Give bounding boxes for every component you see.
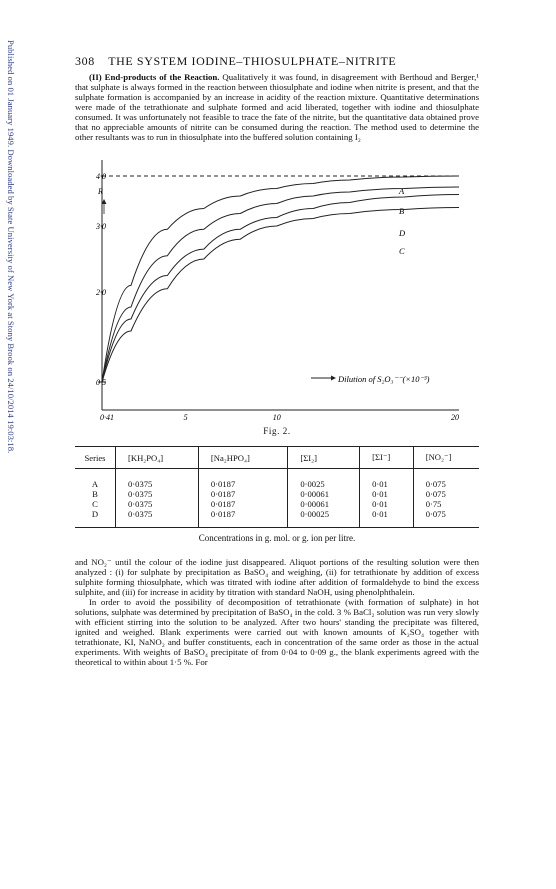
- table-cell: 0·075: [413, 489, 479, 499]
- figure-caption: Fig. 2.: [263, 426, 291, 436]
- running-header: [75, 54, 479, 72]
- table-cell: 0·0187: [198, 489, 287, 499]
- figure-2: [75, 146, 479, 426]
- series-label-D: D: [399, 228, 406, 238]
- download-watermark-text: Published on 01 January 1949. Downloaded by State University of New York at Stony Brook on 24/10/2014 19:03:18.: [6, 40, 16, 454]
- table-cell: 0·075: [413, 509, 479, 528]
- table-header-row: [75, 447, 479, 469]
- table-cell: 0·0375: [116, 509, 199, 528]
- table-cell: D: [75, 509, 116, 528]
- x-tick-label: 5: [183, 413, 188, 422]
- table-cell: 0·00061: [288, 489, 360, 499]
- table-header-4: [ΣI⁻]: [360, 447, 414, 469]
- series-line-C: [102, 208, 459, 383]
- table-cell: 0·01: [360, 509, 414, 528]
- table-cell: 0·75: [413, 499, 479, 509]
- body-paragraph-1: [75, 557, 479, 597]
- table-note: Concentrations in g. mol. or g. ion per litre.: [198, 533, 356, 543]
- x-axis-arrowhead: [331, 376, 336, 381]
- body-paragraph-1-text: and NO₂⁻ until the colour of the iodine just disappeared. Aliquot portions of the resulting solution were then analyzed : (i) for sulphate by precipitation as BaSO₄ and weighing, (ii) for tetrathionate by addition of excess sulphite forming thiosulphate, which was titrated with iodine after addition of formaldehyde to bind the excess sulphite, and (iii) for increase in acidity by titration with standard NaOH, using phenolphthalein.: [75, 557, 479, 597]
- table-cell: B: [92, 489, 98, 499]
- table-cell: 0·0187: [198, 469, 287, 490]
- table-header-1: [KH₂PO₄]: [116, 447, 199, 469]
- body-paragraph-2: [75, 597, 479, 667]
- table-cell: 0·01: [360, 469, 414, 490]
- table-cell: 0·01: [360, 489, 414, 499]
- table-cell: 0·0375: [116, 469, 199, 490]
- table-row: [75, 509, 479, 528]
- x-tick-label: 10: [272, 413, 281, 422]
- series-line-A: [102, 176, 459, 382]
- table-cell: 0·0375: [116, 499, 199, 509]
- y-tick-label: 2·0: [96, 288, 106, 297]
- table-cell: 0·0187: [198, 499, 287, 509]
- table-cell: 0·0375: [116, 489, 199, 499]
- table-row: [75, 469, 479, 490]
- table-cell: 0·00061: [288, 499, 360, 509]
- page-number: 308: [75, 54, 95, 68]
- table-cell: 0·00025: [288, 509, 360, 528]
- table-cell: 0·01: [360, 499, 414, 509]
- section-title: (II) End-products of the Reaction.: [89, 72, 220, 82]
- section-text: Qualitatively it was found, in disagreement with Berthoud and Berger,¹ that sulphate is always formed in the reaction between thiosulphate and iodine when nitrite is present, and that the sulphate formation is accompanied by an increase in acidity of the reaction mixture. Quantitative determinations were made of the tetrathionate and sulphate formed and acid liberated, together with iodine and thiosulphate consumed. It was unfortunately not feasible to trace the fate of the nitrite, but the quantitative data obtained prove that no appreciable amounts of nitrite can be consumed during the reaction. The method used to determine the other resultants was to run in thiosulphate into the buffered solution containing I₂: [75, 72, 479, 142]
- y-tick-label: 3·0: [96, 222, 106, 231]
- table-header-2: [Na₂HPO₄]: [198, 447, 287, 469]
- y-axis-label: R: [98, 187, 103, 196]
- download-watermark: [4, 40, 18, 620]
- series-label-C: C: [399, 246, 405, 256]
- conditions-table: [75, 446, 479, 528]
- table-row: [75, 489, 479, 499]
- series-label-A: A: [399, 186, 405, 196]
- table-cell: A: [91, 479, 99, 489]
- section-paragraph: [75, 72, 479, 142]
- table-cell: 0·0187: [198, 509, 287, 528]
- series-line-D: [102, 195, 459, 383]
- page: [75, 54, 479, 667]
- x-axis-label: Dilution of S₂O₃⁻⁻(×10⁻³): [338, 374, 430, 384]
- x-tick-label: 20: [451, 413, 459, 422]
- running-title: THE SYSTEM IODINE–THIOSULPHATE–NITRITE: [108, 54, 397, 68]
- y-tick-label: 4·0: [96, 172, 106, 181]
- table-cell: 0·075: [413, 469, 479, 490]
- table-cell: C: [92, 499, 98, 509]
- table-cell: 0·0025: [288, 469, 360, 490]
- table-header-0: Series: [75, 447, 116, 469]
- table-header-5: [NO₂⁻]: [413, 447, 479, 469]
- table-row: [75, 499, 479, 509]
- figure-2-chart: [75, 146, 479, 426]
- body-paragraph-2-text: In order to avoid the possibility of decomposition of tetrathionate (with formation of sulphate) in hot solutions, sulphate was determined by precipitation of BaSO₄ in the cold. 3 % BaCl₂ solution was run very slowly with efficient stirring into the solution to be analyzed. After two hours' standing the precipitate was filtered, ignited and weighed. Blank experiments were carried out with known amounts of K₂SO₄ together with tetrathionate, KI, NaNO₂ and buffer constituents, each in concentration of the same order as those in the actual experiments. With weights of BaSO₄ precipitate of from 0·04 to 0·09 g., the blank experiments agreed with the theoretical to within about 1·5 %. For: [75, 597, 479, 667]
- x-tick-label: 0·41: [100, 413, 114, 422]
- table-header-3: [ΣI₂]: [288, 447, 360, 469]
- series-label-B: B: [399, 206, 405, 216]
- y-tick-label: 0·5: [96, 378, 106, 387]
